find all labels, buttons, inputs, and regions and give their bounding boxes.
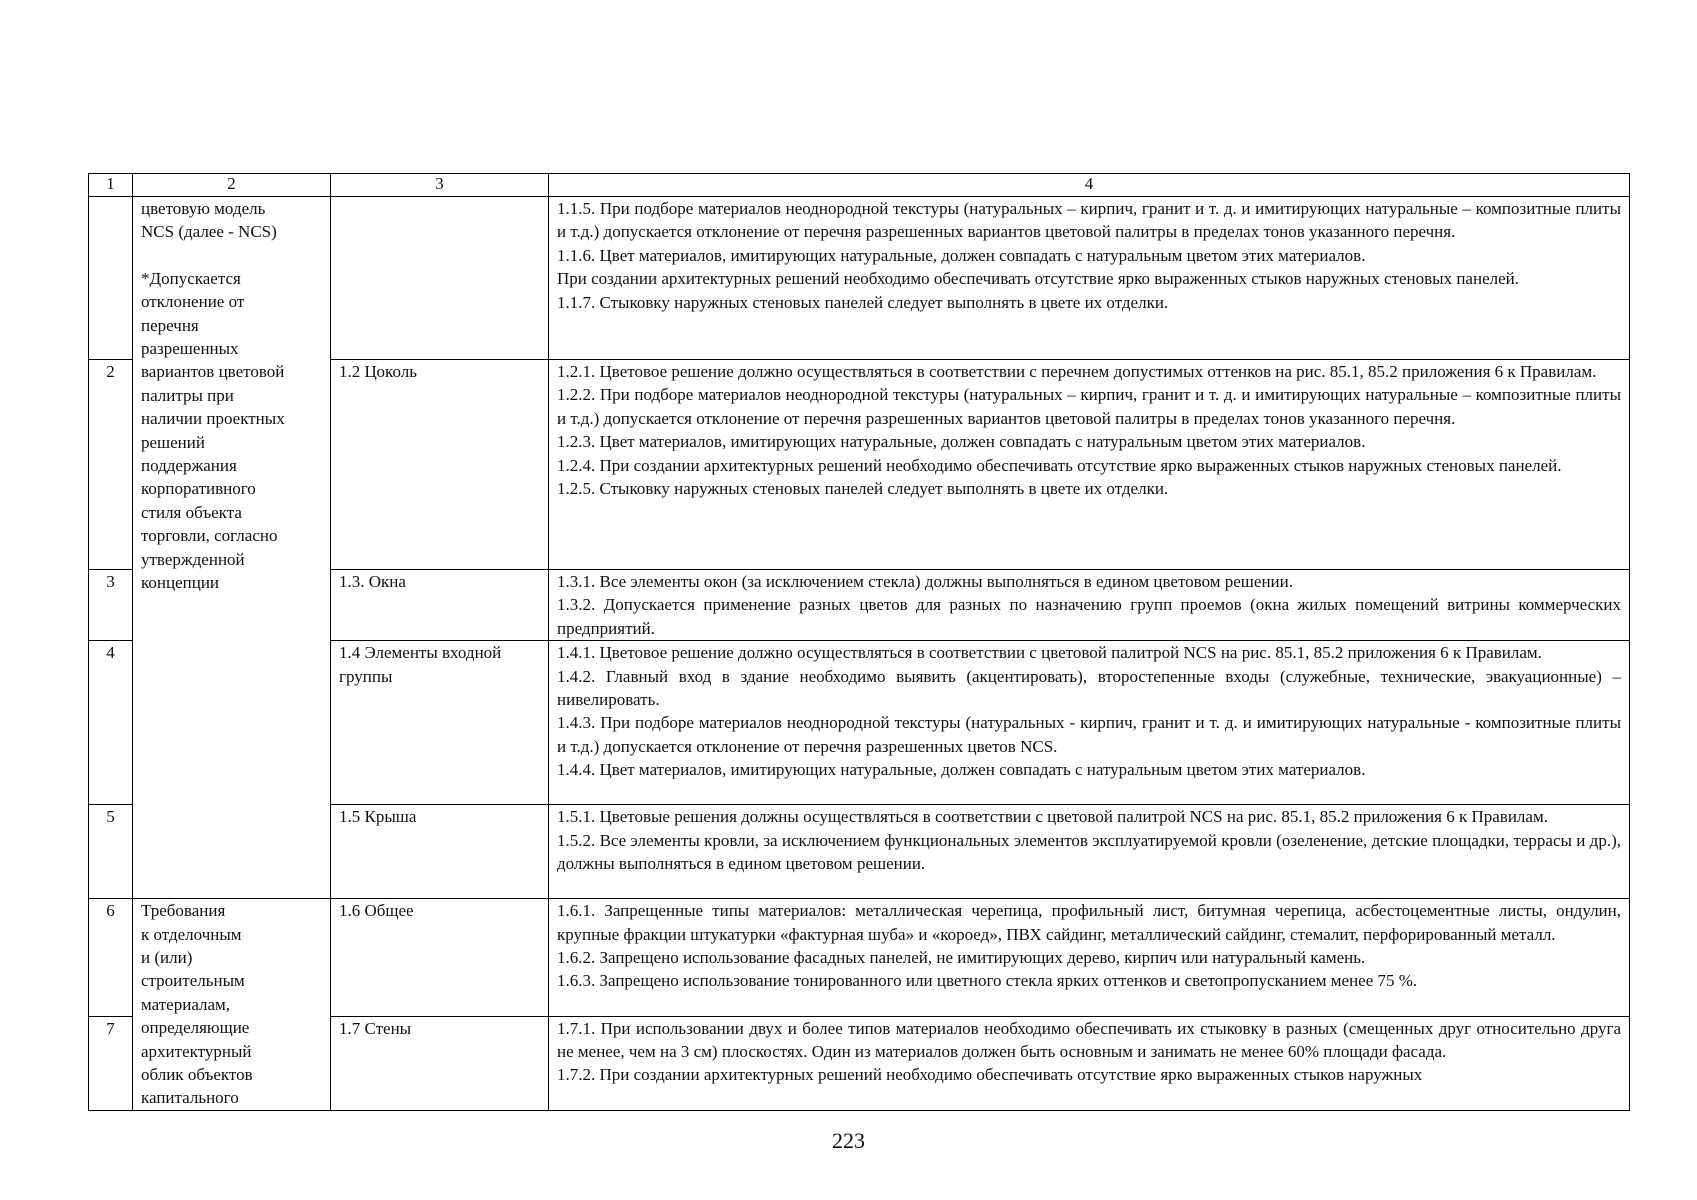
requirements-cell [549, 570, 1630, 641]
element-name: 1.3. Окна [331, 570, 549, 641]
element-name: 1.2 Цоколь [331, 360, 549, 570]
table-row-continuation [89, 197, 1630, 360]
row-number: 5 [89, 805, 133, 899]
requirement-item: 1.6.2. Запрещено использование фасадных панелей, не имитирующих дерево, кирпич или натуральный камень. [557, 948, 1366, 968]
requirement-item: 1.7.2. При создании архитектурных решений необходимо обеспечивать отсутствие ярко выраженных стыков наружных [557, 1065, 1423, 1085]
header-cell-4: 4 [549, 174, 1630, 197]
header-row [89, 174, 1630, 197]
element-name: 1.5 Крыша [331, 805, 549, 899]
category-cell-materials [133, 899, 331, 1111]
header-cell-3: 3 [331, 174, 549, 197]
requirement-item: 1.7.1. При использовании двух и более типов материалов необходимо обеспечивать их стыковку в разных (смещенных друг относительно друга не менее, чем на 3 см) плоскостях. Один из материалов должен быть основным и занимать не менее 60% площади фасада. [557, 1018, 1621, 1061]
requirement-item: 1.4.2. Главный вход в здание необходимо выявить (акцентировать), второстепенные входы (служебные, технические, эвакуационные) – нивелировать. [557, 666, 1621, 710]
requirement-item: 1.1.7. Стыковку наружных стеновых панелей следует выполнять в цвете их отделки. [557, 292, 1169, 312]
requirement-item: 1.3.1. Все элементы окон (за исключением стекла) должны выполняться в едином цветовом решении. [557, 572, 1293, 591]
element-name: 1.6 Общее [331, 899, 549, 1016]
requirement-item: При создании архитектурных решений необходимо обеспечивать отсутствие ярко выраженных стыков наружных стеновых панелей. [557, 269, 1519, 289]
requirement-item: 1.6.3. Запрещено использование тонированного или цветного стекла ярких оттенков и светопропусканием менее 75 %. [557, 971, 1418, 991]
requirements-cell [549, 360, 1630, 570]
requirements-cell [549, 641, 1630, 805]
requirements-cell [549, 899, 1630, 1016]
requirement-item: 1.4.1. Цветовое решение должно осуществляться в соответствии с цветовой палитрой NCS на рис. 85.1, 85.2 приложения 6 к Правилам. [557, 643, 1542, 663]
element-name: 1.7 Стены [331, 1016, 549, 1110]
requirement-item: 1.2.2. При подборе материалов неоднородной текстуры (натуральных – кирпич, гранит и т. д. и имитирующих натуральные – композитные плиты и т.д.) допускается отклонение от перечня разрешенных вариантов цветовой палитры в пределах тонов указанного перечня. [557, 385, 1621, 428]
row-number: 4 [89, 641, 133, 805]
category-text-ncs: цветовую модель NCS (далее - NCS) [141, 199, 277, 242]
table-row [89, 899, 1630, 1016]
requirements-cell [549, 1016, 1630, 1110]
page-number: 223 [832, 1128, 865, 1153]
requirements-cell [549, 805, 1630, 899]
category-text-materials: Требования к отделочным и (или) строительным материалам, определяющие архитектурный облик объектов капитального [141, 901, 253, 1108]
requirements-cell [549, 197, 1630, 360]
requirement-item: 1.4.3. При подборе материалов неоднородной текстуры (натуральных - кирпич, гранит и т. д. и имитирующих натуральные - композитные плиты и т.д.) допускается отклонение от перечня разрешенных цветов NCS. [557, 713, 1621, 756]
category-cell-color [133, 197, 331, 899]
requirement-item: 1.3.2. Допускается применение разных цветов для разных по назначению групп проемов (окна жилых помещений витрины коммерческих предприятий. [557, 595, 1621, 638]
requirement-item: 1.4.4. Цвет материалов, имитирующих натуральные, должен совпадать с натуральным цветом этих материалов. [557, 760, 1366, 780]
requirement-item: 1.2.5. Стыковку наружных стеновых панелей следует выполнять в цвете их отделки. [557, 479, 1169, 499]
requirement-item: 1.1.6. Цвет материалов, имитирующих натуральные, должен совпадать с натуральным цветом этих материалов. [557, 245, 1366, 265]
requirements-table [88, 173, 1630, 1111]
requirement-item: 1.6.1. Запрещенные типы материалов: металлическая черепица, профильный лист, битумная черепица, асбестоцементные листы, ондулин, крупные фракции штукатурки «фактурная шуба» и «короед», ПВХ сайдинг, металлический сайдинг, стемалит, перфорированный металл. [557, 901, 1621, 944]
requirement-item: 1.2.1. Цветовое решение должно осуществляться в соответствии с перечнем допустимых оттенков на рис. 85.1, 85.2 приложения 6 к Правилам. [557, 362, 1597, 381]
requirement-item: 1.1.5. При подборе материалов неоднородной текстуры (натуральных – кирпич, гранит и т. д. и имитирующих натуральные – композитные плиты и т.д.) допускается отклонение от перечня разрешенных вариантов цветовой палитры в пределах тонов указанного перечня. [557, 199, 1621, 242]
requirement-item: 1.5.1. Цветовые решения должны осуществляться в соответствии с цветовой палитрой NCS на рис. 85.1, 85.2 приложения 6 к Правилам. [557, 807, 1548, 827]
element-name: 1.4 Элементы входной группы [331, 641, 549, 805]
row-number-cell [89, 197, 133, 360]
requirement-item: 1.2.4. При создании архитектурных решений необходимо обеспечивать отсутствие ярко выраженных стыков наружных стеновых панелей. [557, 455, 1562, 475]
header-cell-2: 2 [133, 174, 331, 197]
row-number: 7 [89, 1016, 133, 1110]
requirement-item: 1.2.3. Цвет материалов, имитирующих натуральные, должен совпадать с натуральным цветом этих материалов. [557, 432, 1366, 452]
requirement-item: 1.5.2. Все элементы кровли, за исключением функциональных элементов эксплуатируемой кровли (озеленение, детские площадки, террасы и др.), должны выполняться в едином цветовом решении. [557, 830, 1621, 874]
row-number: 3 [89, 570, 133, 641]
header-cell-1: 1 [89, 174, 133, 197]
element-cell [331, 197, 549, 360]
category-text-deviation: *Допускается отклонение от перечня разрешенных вариантов цветовой палитры при наличии проектных решений поддержания корпоративного стиля объекта торговли, согласно утвержденной концепции [141, 268, 285, 593]
row-number: 6 [89, 899, 133, 1016]
row-number: 2 [89, 360, 133, 570]
